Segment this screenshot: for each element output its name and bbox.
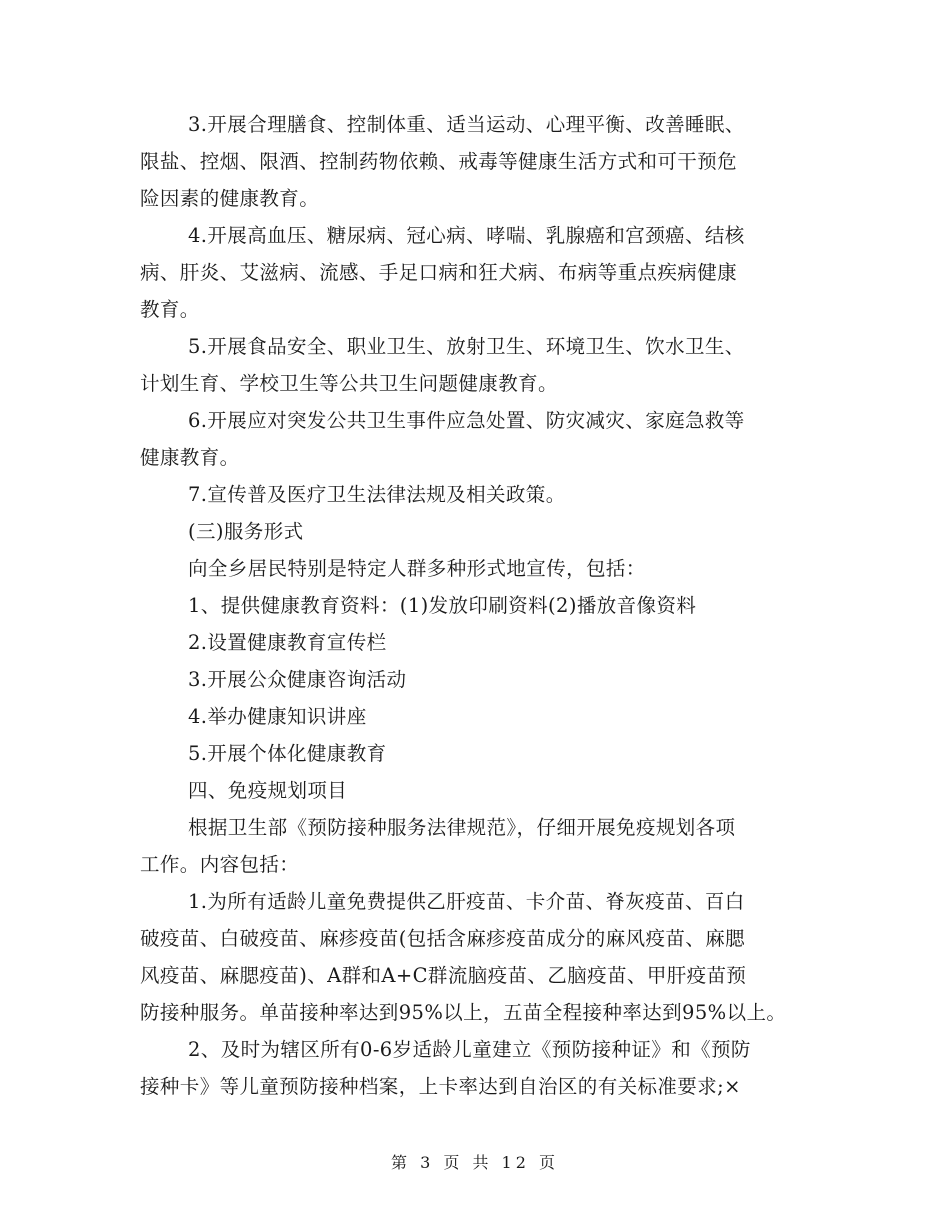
- paragraph-line: 工作。内容包括：: [140, 853, 300, 876]
- list-item: 1、提供健康教育资料：(1)发放印刷资料(2)播放音像资料: [188, 594, 697, 617]
- paragraph-line: 2、及时为辖区所有0-6岁适龄儿童建立《预防接种证》和《预防: [188, 1038, 751, 1061]
- paragraph-line: 5.开展食品安全、职业卫生、放射卫生、环境卫生、饮水卫生、: [188, 335, 745, 358]
- paragraph-line: 风疫苗、麻腮疫苗)、A群和A+C群流脑疫苗、乙脑疫苗、甲肝疫苗预: [140, 964, 747, 987]
- paragraph-line: 7.宣传普及医疗卫生法律法规及相关政策。: [188, 483, 566, 506]
- paragraph-line: 计划生育、学校卫生等公共卫生问题健康教育。: [140, 372, 558, 395]
- paragraph-line: 险因素的健康教育。: [140, 187, 320, 210]
- list-item: 5.开展个体化健康教育: [188, 742, 387, 765]
- paragraph-line: 病、肝炎、艾滋病、流感、手足口病和狂犬病、布病等重点疾病健康: [140, 261, 738, 284]
- list-item: 2.设置健康教育宣传栏: [188, 631, 387, 654]
- paragraph-line: 6.开展应对突发公共卫生事件应急处置、防灾减灾、家庭急救等: [188, 409, 745, 432]
- paragraph-line: 防接种服务。单苗接种率达到95%以上，五苗全程接种率达到95%以上。: [140, 1001, 787, 1024]
- page-number-footer: 第 3 页 共 12 页: [391, 1153, 559, 1172]
- paragraph-line: 健康教育。: [140, 446, 240, 469]
- paragraph-line: 3.开展合理膳食、控制体重、适当运动、心理平衡、改善睡眠、: [188, 113, 745, 136]
- paragraph-line: 1.为所有适龄儿童免费提供乙肝疫苗、卡介苗、脊灰疫苗、百白: [188, 890, 745, 913]
- section-heading: 四、免疫规划项目: [188, 779, 348, 802]
- paragraph-line: 4.开展高血压、糖尿病、冠心病、哮喘、乳腺癌和宫颈癌、结核: [188, 224, 745, 247]
- paragraph-line: 接种卡》等儿童预防接种档案，上卡率达到自治区的有关标准要求;×: [140, 1075, 741, 1098]
- section-heading: (三)服务形式: [188, 520, 304, 543]
- list-item: 3.开展公众健康咨询活动: [188, 668, 407, 691]
- list-item: 4.举办健康知识讲座: [188, 705, 367, 728]
- paragraph-line: 根据卫生部《预防接种服务法律规范》，仔细开展免疫规划各项: [188, 816, 736, 839]
- paragraph-line: 破疫苗、白破疫苗、麻疹疫苗(包括含麻疹疫苗成分的麻风疫苗、麻腮: [140, 927, 746, 950]
- paragraph-line: 向全乡居民特别是特定人群多种形式地宣传，包括：: [188, 557, 646, 580]
- paragraph-line: 限盐、控烟、限酒、控制药物依赖、戒毒等健康生活方式和可干预危: [140, 150, 738, 173]
- document-body: [140, 106, 830, 1105]
- paragraph-line: 教育。: [140, 298, 200, 321]
